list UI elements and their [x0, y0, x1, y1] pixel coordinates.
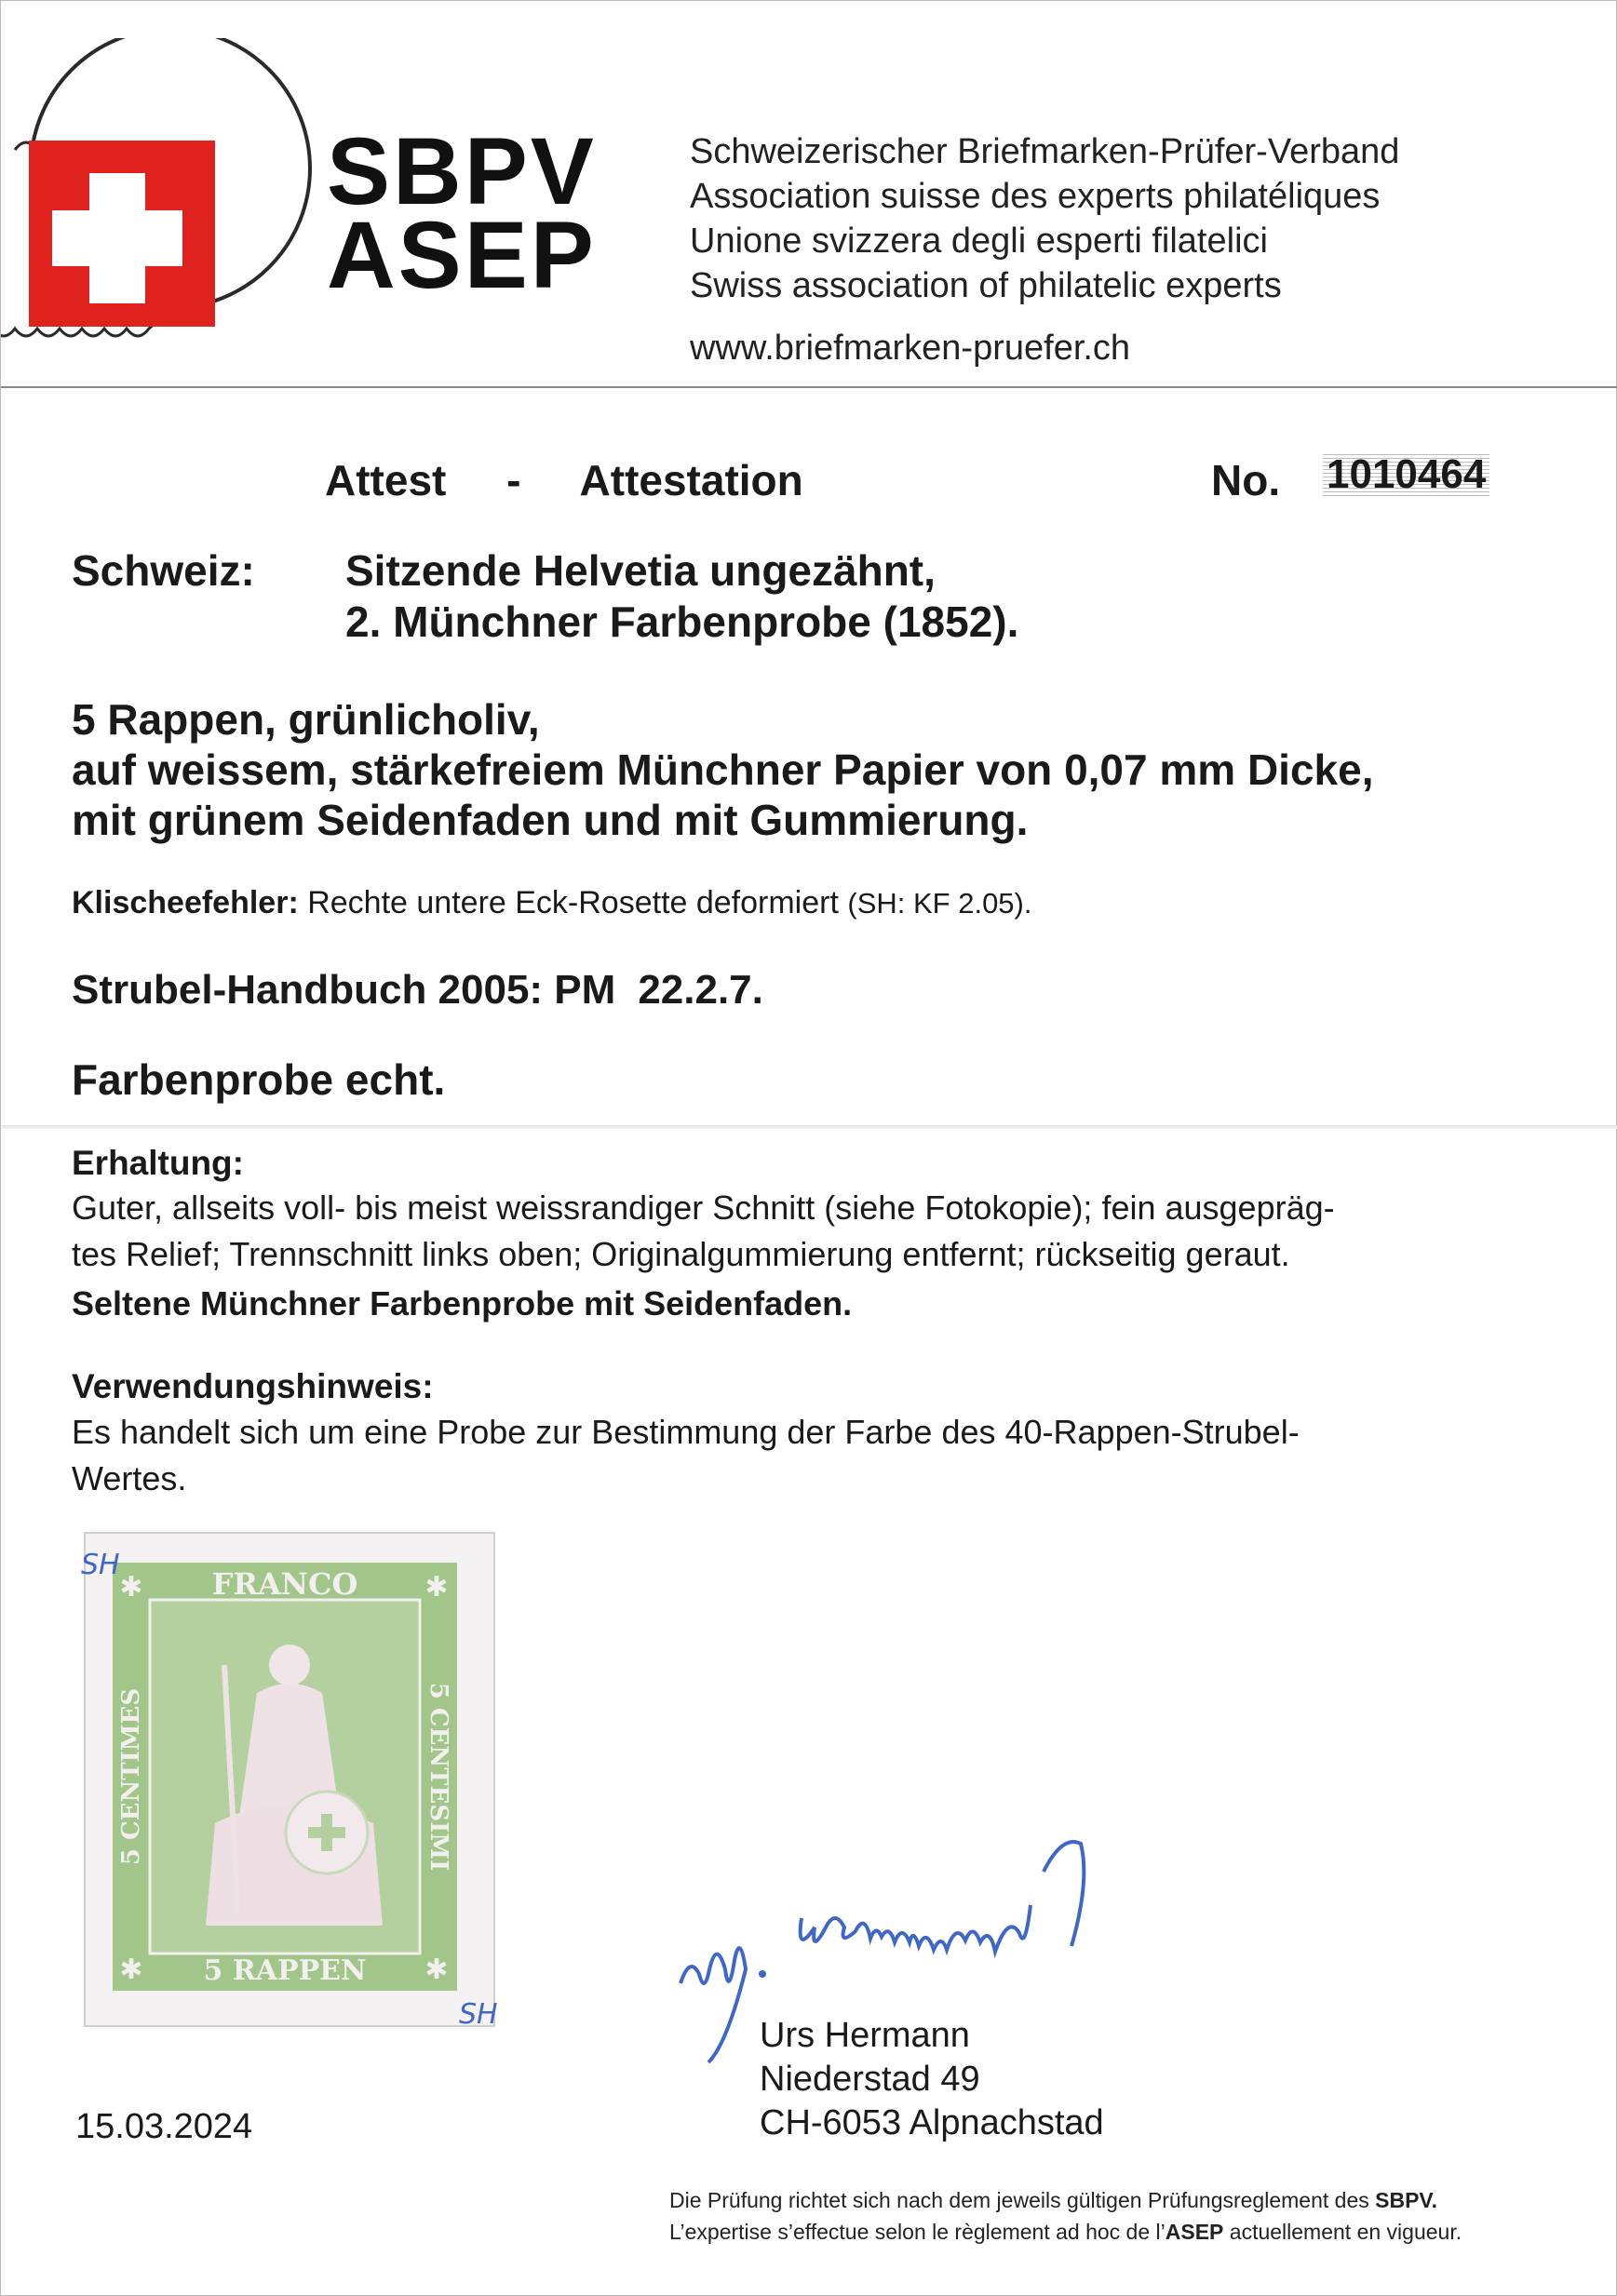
attest-dash: -: [506, 456, 521, 504]
stamp-right-text: 5 CENTESIMI: [424, 1682, 452, 1872]
org-name-it: Unione svizzera degli esperti filatelici: [690, 222, 1268, 261]
condition-note: Seltene Münchner Farbenprobe mit Seidenfaden.: [72, 1284, 853, 1323]
plate-flaw-ref: (SH: KF 2.05).: [847, 887, 1032, 920]
condition-line2: tes Relief; Trennschnitt links oben; Originalgummierung entfernt; rückseitig geraut.: [72, 1235, 1290, 1273]
usage-text: [72, 1409, 1561, 1502]
plate-flaw-text: Rechte untere Eck-Rosette deformiert: [307, 885, 839, 920]
organization-names: [690, 129, 1399, 308]
stamp-photo: [75, 1525, 513, 2047]
footer-line-fr: [669, 2216, 1462, 2248]
description-line1: 5 Rappen, grünlicholiv,: [72, 695, 540, 744]
expert-street: Niederstad 49: [760, 2060, 980, 2099]
certificate-number: 1010464: [1323, 451, 1489, 498]
description-line2: auf weissem, stärkefreiem Münchner Papier von 0,07 mm Dicke,: [72, 745, 1374, 794]
corner-rosette-icon: ✱: [424, 1954, 449, 1986]
corner-rosette-icon: ✱: [119, 1571, 143, 1604]
issue-title-line2: 2. Münchner Farbenprobe (1852).: [345, 597, 1019, 646]
org-name-en: Swiss association of philatelic experts: [690, 266, 1282, 305]
catalogue-value: 22.2.7.: [638, 967, 763, 1013]
stamp-top-text: FRANCO: [211, 1566, 358, 1602]
country-label: Schweiz:: [72, 546, 255, 595]
condition-text: [72, 1185, 1561, 1278]
expert-city: CH-6053 Alpnachstad: [760, 2103, 1104, 2142]
paper-fold-line: [1, 1125, 1617, 1129]
issue-title-line1: Sitzende Helvetia ungezähnt,: [345, 546, 936, 595]
sbpv-stamp-logo: [1, 38, 322, 373]
footer-de-text: Die Prüfung richtet sich nach dem jeweils gültigen Prüfungsreglement des: [669, 2188, 1369, 2212]
certificate-number-label: No.: [1211, 456, 1281, 504]
expert-initials-mark: SH: [81, 1549, 120, 1581]
footer-fr-org: ASEP: [1165, 2220, 1224, 2244]
footer-fr-text: L’expertise s’effectue selon le règlement ad hoc de l’: [669, 2220, 1166, 2244]
stamp-left-text: 5 CENTIMES: [117, 1687, 145, 1866]
stamp-description: [72, 694, 1374, 845]
usage-line2: Wertes.: [72, 1459, 187, 1497]
brand-mark: [327, 118, 597, 308]
catalogue-label: Strubel-Handbuch 2005: PM: [72, 967, 616, 1013]
plate-flaw-label: Klischeefehler:: [72, 885, 299, 920]
footer-de-org: SBPV.: [1375, 2188, 1438, 2212]
footer-fr-tail: actuellement en vigueur.: [1229, 2220, 1462, 2244]
expert-initials-mark: SH: [459, 1998, 498, 2031]
corner-rosette-icon: ✱: [119, 1954, 143, 1986]
condition-heading: Erhaltung:: [72, 1144, 244, 1182]
footer-line-de: [669, 2184, 1462, 2216]
org-name-fr: Association suisse des experts philatéliques: [690, 177, 1381, 216]
attestation-word: Attestation: [579, 456, 803, 504]
expert-name: Urs Hermann: [760, 2016, 970, 2055]
plate-flaw: [72, 885, 1031, 921]
issue-date: 15.03.2024: [75, 2107, 253, 2146]
condition-line1: Guter, allseits voll- bis meist weissrandiger Schnitt (siehe Fotokopie); fein ausgepräg-: [72, 1188, 1335, 1227]
verdict: Farbenprobe echt.: [72, 1055, 446, 1104]
attest-heading: [325, 455, 852, 505]
brand-line-sbpv: SBPV: [327, 118, 597, 224]
header-divider: [1, 386, 1617, 388]
brand-line-asep: ASEP: [327, 202, 597, 308]
org-name-de: Schweizerischer Briefmarken-Prüfer-Verband: [690, 132, 1400, 171]
usage-heading: Verwendungshinweis:: [72, 1367, 434, 1405]
stamp-bottom-text: 5 RAPPEN: [203, 1954, 367, 1987]
website-link[interactable]: www.briefmarken-pruefer.ch: [690, 329, 1131, 368]
usage-line1: Es handelt sich um eine Probe zur Bestimmung der Farbe des 40-Rappen-Strubel-: [72, 1413, 1300, 1451]
expert-address: [760, 2014, 1104, 2145]
legal-footer: [669, 2184, 1462, 2248]
corner-rosette-icon: ✱: [424, 1571, 449, 1604]
description-line3: mit grünem Seidenfaden und mit Gummierung.: [72, 796, 1029, 844]
attest-word: Attest: [325, 456, 447, 504]
catalogue-reference: [72, 967, 763, 1014]
